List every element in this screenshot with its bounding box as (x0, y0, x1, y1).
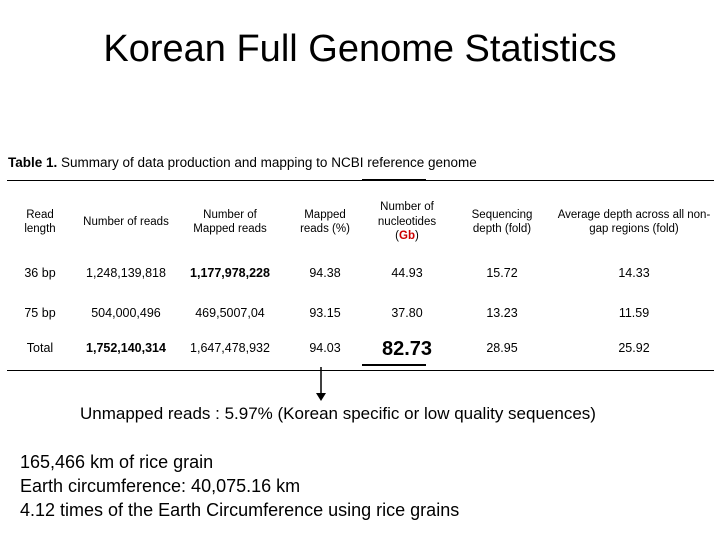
header-nucleotides-text: Number of nucleotides ( (377, 201, 437, 243)
row2-number-of-reads: 504,000,496 (91, 306, 161, 321)
unmapped-reads-note: Unmapped reads : 5.97% (Korean specific or low quality sequences) (80, 404, 596, 423)
fact-line: 4.12 times of the Earth Circumference using rice grains (20, 500, 460, 520)
header-average-depth: Average depth across all non-gap regions (fold) (557, 208, 711, 235)
header-mapped-reads: Number of Mapped reads (193, 208, 267, 235)
row3-read-length: Total (26, 341, 54, 356)
row1-nucleotides: 44.93 (391, 266, 423, 281)
header-read-length: Read length (24, 208, 56, 235)
rice-grain-facts (20, 450, 459, 522)
header-sequencing-depth: Sequencing depth (fold) (471, 208, 533, 235)
row3-average-depth: 25.92 (618, 341, 650, 356)
fact-line: 165,466 km of rice grain (20, 452, 214, 472)
row1-mapped-pct: 94.38 (309, 266, 341, 281)
row3-sequencing-depth: 28.95 (486, 341, 518, 356)
header-nucleotides-unit: Gb (399, 230, 415, 243)
fact-line: Earth circumference: 40,075.16 km (20, 476, 301, 496)
header-nucleotides-close: ) (414, 230, 419, 243)
row3-mapped-pct: 94.03 (309, 341, 341, 356)
row2-mapped-pct: 93.15 (309, 306, 341, 321)
row1-read-length: 36 bp (24, 266, 56, 281)
row3-number-of-reads: 1,752,140,314 (86, 341, 166, 356)
table-caption-text: Summary of data production and mapping to NCBI reference genome (57, 155, 477, 170)
slide-title: Korean Full Genome Statistics (103, 28, 617, 70)
row2-sequencing-depth: 13.23 (486, 306, 518, 321)
row1-sequencing-depth: 15.72 (486, 266, 518, 281)
table-caption-label: Table 1. (8, 155, 58, 170)
row3-nucleotides: 82.73 (381, 337, 433, 360)
row2-read-length: 75 bp (24, 306, 56, 321)
pointer-arrow-head (316, 393, 326, 401)
row2-average-depth: 11.59 (618, 306, 650, 321)
header-mapped-pct: Mapped reads (%) (300, 208, 350, 235)
row1-number-of-reads: 1,248,139,818 (86, 266, 166, 281)
row2-nucleotides: 37.80 (391, 306, 423, 321)
row1-average-depth: 14.33 (618, 266, 650, 281)
row2-mapped-reads: 469,5007,04 (195, 306, 265, 321)
row3-mapped-reads: 1,647,478,932 (190, 341, 270, 356)
header-number-of-reads: Number of reads (83, 215, 169, 228)
row1-mapped-reads: 1,177,978,228 (190, 266, 270, 281)
